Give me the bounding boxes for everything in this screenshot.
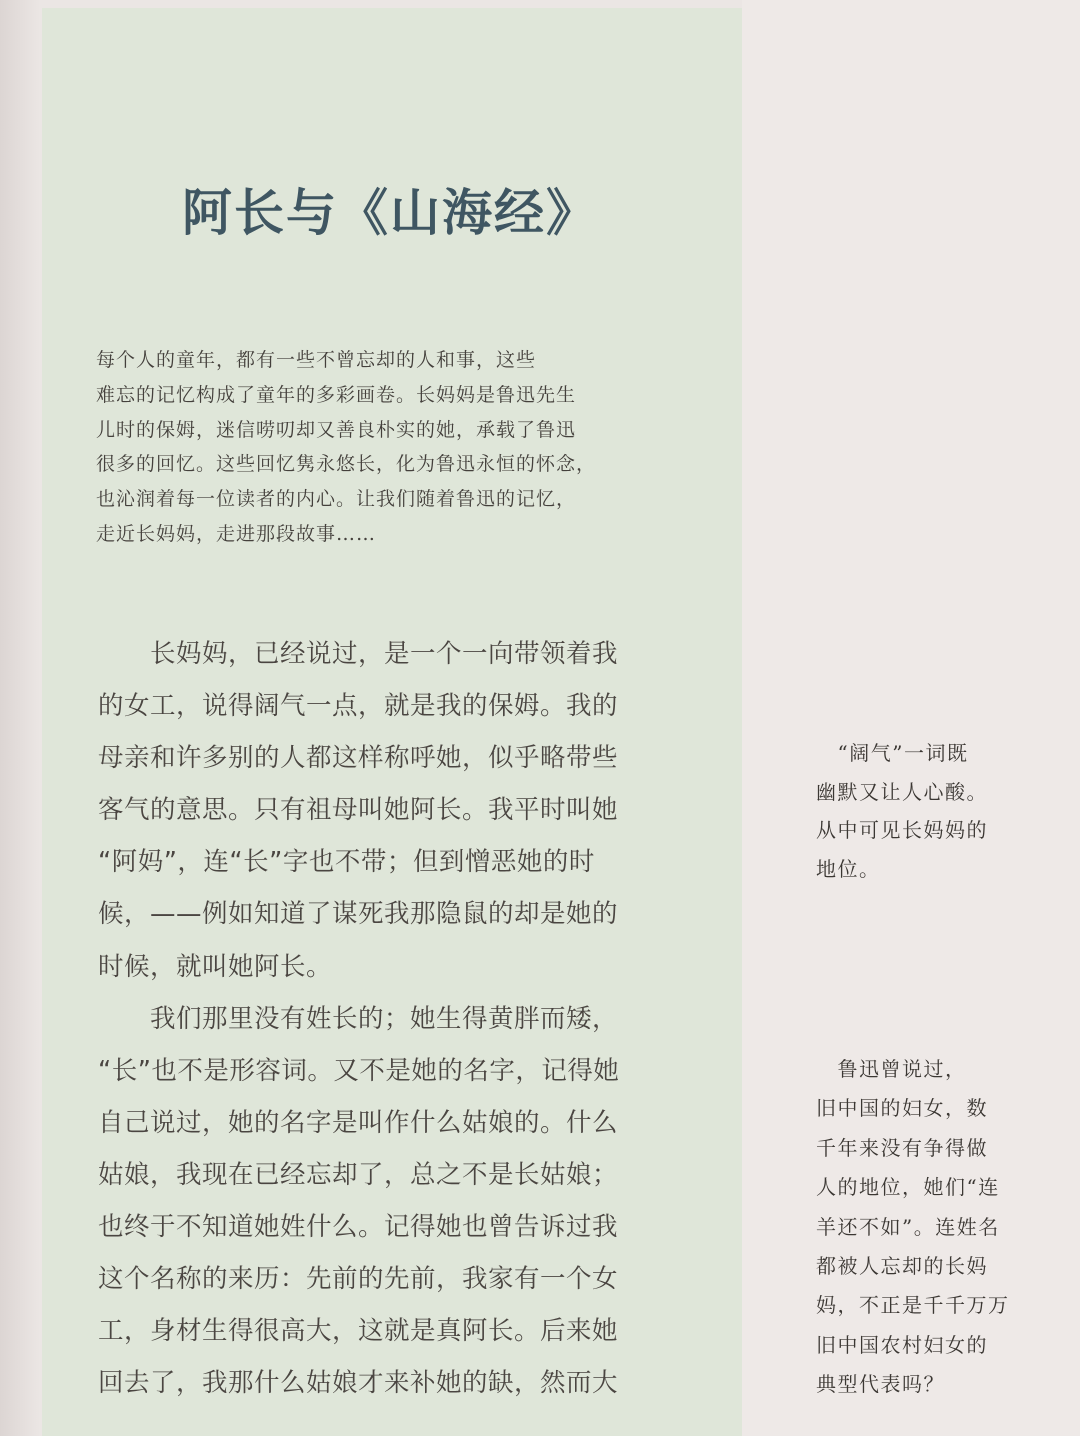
body-line: 姑娘，我现在已经忘却了，总之不是长姑娘； [98,1159,619,1190]
body-line: 我们那里没有姓长的；她生得黄胖而矮， [98,1003,619,1034]
note-line: 都被人忘却的长妈 [816,1254,988,1279]
note-line: 幽默又让人心酸。 [816,779,988,804]
body-line: 回去了，我那什么姑娘才来补她的缺，然而大 [98,1368,619,1399]
body-line: 这个名称的来历：先前的先前，我家有一个女 [98,1264,619,1295]
note-line: 羊还不如”。连姓名 [816,1214,1000,1239]
note-line: 旧中国农村妇女的 [816,1332,988,1357]
body-line: 也终于不知道她姓什么。记得她也曾告诉过我 [98,1212,619,1243]
intro-line: 儿时的保姆，迷信唠叨却又善良朴实的她，承载了鲁迅 [96,418,577,441]
intro-line: 每个人的童年，都有一些不曾忘却的人和事，这些 [96,349,537,371]
intro-paragraph [96,343,696,552]
intro-line: 难忘的记忆构成了童年的多彩画卷。长妈妈是鲁迅先生 [96,383,577,406]
body-line: “阿妈”，连“长”字也不带；但到憎恶她的时 [98,847,595,878]
note-line: 人的地位，她们“连 [816,1175,1000,1200]
note-line: 地位。 [816,857,881,882]
body-line: 自己说过，她的名字是叫作什么姑娘的。什么 [98,1107,619,1138]
intro-line: 很多的回忆。这些回忆隽永悠长，化为鲁迅永恒的怀念， [96,453,597,476]
body-line: 工，身材生得很高大，这就是真阿长。后来她 [98,1316,619,1347]
note-line: 从中可见长妈妈的 [816,818,988,843]
note-line: 千年来没有争得做 [816,1135,988,1160]
main-body-text [98,628,698,1409]
note-line: 鲁迅曾说过， [816,1057,967,1081]
intro-line: 也沁润着每一位读者的内心。让我们随着鲁迅的记忆， [96,488,577,511]
body-line: 母亲和许多别的人都这样称呼她，似乎略带些 [98,743,619,774]
note-line: 妈，不正是千千万万 [816,1293,1010,1318]
body-line: 时候，就叫她阿长。 [98,951,333,982]
margin-note-luxun [816,1050,1010,1405]
body-line: 客气的意思。只有祖母叫她阿长。我平时叫她 [98,795,619,826]
note-line: 旧中国的妇女，数 [816,1096,988,1121]
body-line: 长妈妈，已经说过，是一个一向带领着我 [98,639,619,669]
note-line: 典型代表吗？ [816,1372,945,1397]
page-title: 阿长与《山海经》 [182,183,598,242]
margin-note-kuoqi [816,734,988,889]
body-line: 的女工，说得阔气一点，就是我的保姆。我的 [98,691,619,722]
body-line: “长”也不是形容词。又不是她的名字，记得她 [98,1055,620,1086]
body-line: 候，——例如知道了谋死我那隐鼠的却是她的 [98,899,619,930]
intro-line: 走近长妈妈，走进那段故事…… [96,522,377,545]
note-line: “阔气”一词既 [816,741,969,765]
page-gutter-shadow [0,0,40,1436]
